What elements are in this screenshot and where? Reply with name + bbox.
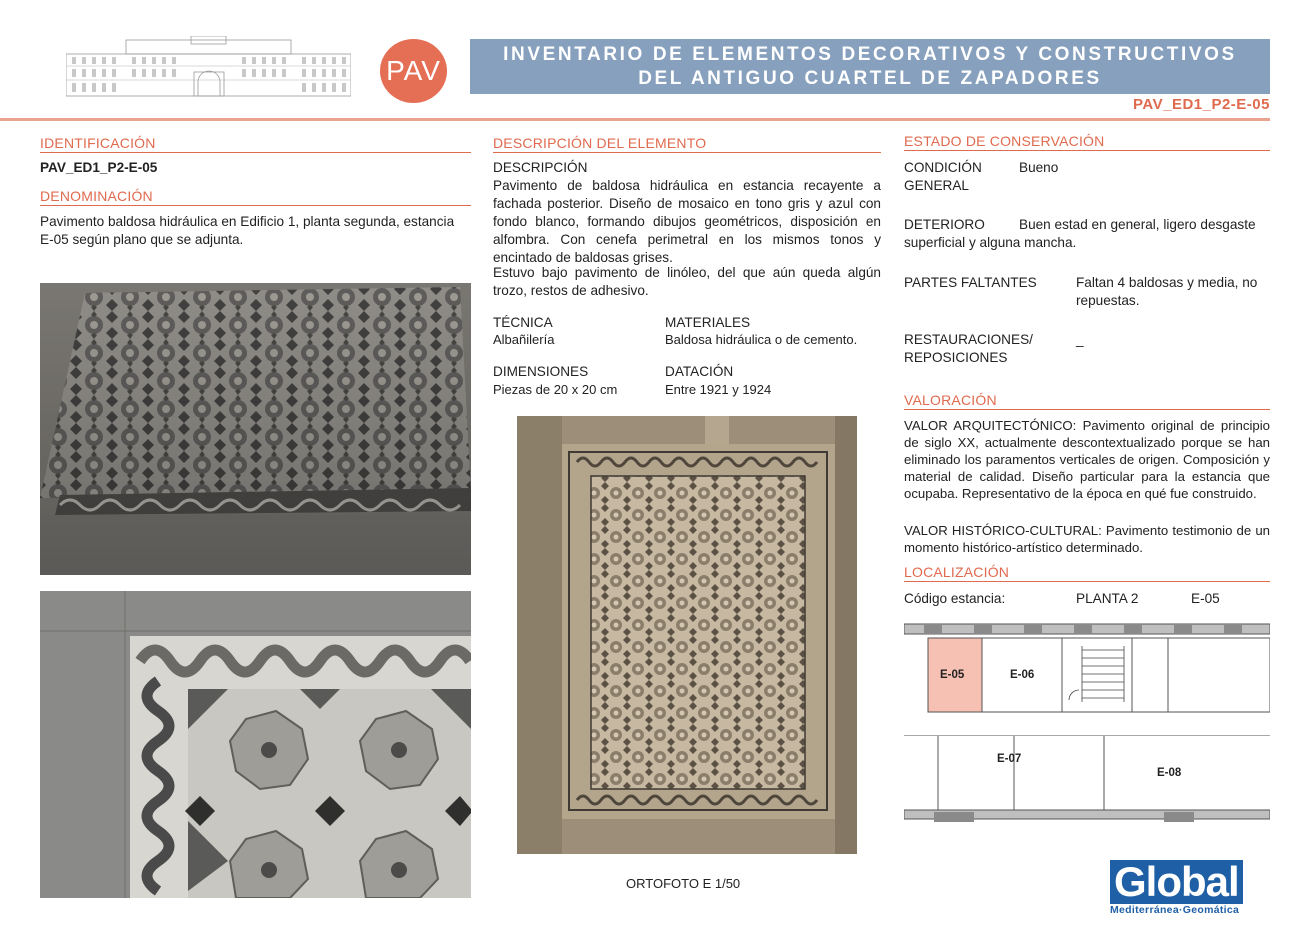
condicion-value: Bueno: [1019, 160, 1059, 175]
room-label-e06: E-06: [1010, 669, 1035, 681]
restauraciones-label: RESTAURACIONES/ REPOSICIONES: [904, 332, 1033, 365]
floor-photo-detail: [40, 591, 471, 898]
planta-value: PLANTA 2: [1076, 591, 1139, 606]
datacion-value: Entre 1921 y 1924: [665, 382, 772, 397]
partes-faltantes-label: PARTES FALTANTES: [904, 275, 1037, 290]
denominacion-text: Pavimento baldosa hidráulica en Edificio 1, planta segunda, estancia E-05 según plano que se adjunta.: [40, 214, 455, 247]
condicion-label: CONDICIÓN GENERAL: [904, 160, 982, 193]
tecnica-value: Albañilería: [493, 332, 555, 347]
materiales-value: Baldosa hidráulica o de cemento.: [665, 332, 858, 347]
ortofoto-caption: ORTOFOTO E 1/50: [626, 876, 741, 891]
estancia-value: E-05: [1191, 591, 1220, 606]
room-label-e05: E-05: [940, 669, 965, 681]
global-logo: [1110, 860, 1250, 916]
localizacion-heading: LOCALIZACIÓN: [904, 564, 1270, 582]
room-label-e08: E-08: [1157, 767, 1182, 779]
estado-heading: ESTADO DE CONSERVACIÓN: [904, 133, 1270, 151]
descripcion-text: Pavimento de baldosa hidráulica en estancia recayente a fachada posterior. Diseño de mosaico en tono gris y azul con fondo blanco, formando dibujos geométricos, disposición en alfombra. Con cenefa perimetral en los mismos tonos y encintado de baldosas grises.: [493, 178, 881, 265]
orthophoto: [517, 416, 857, 854]
partes-faltantes-value: Faltan 4 baldosas y media, no repuestas.: [1076, 275, 1258, 308]
room-label-e07: E-07: [997, 753, 1022, 765]
floor-photo-overview: [40, 283, 471, 575]
logo-main-text: Global: [1110, 860, 1243, 904]
dimensiones-label: DIMENSIONES: [493, 364, 589, 379]
logo-subtitle: Mediterránea·Geomática: [1110, 904, 1240, 916]
denominacion-heading: DENOMINACIÓN: [40, 188, 471, 206]
valor-historico: VALOR HISTÓRICO-CULTURAL: Pavimento testimonio de un momento histórico-artístico determinado.: [904, 523, 1270, 556]
restauraciones-value: _: [1076, 332, 1084, 347]
deterioro-value: Buen estad en general, ligero desgaste superficial y alguna mancha.: [904, 217, 1256, 250]
materiales-label: MATERIALES: [665, 315, 751, 330]
valoracion-heading: VALORACIÓN: [904, 392, 1270, 410]
descripcion-heading: DESCRIPCIÓN DEL ELEMENTO: [493, 135, 881, 153]
dimensiones-value: Piezas de 20 x 20 cm: [493, 382, 618, 397]
floor-plan: [904, 620, 1270, 832]
title-banner: [470, 39, 1270, 94]
document-code: PAV_ED1_P2-E-05: [1132, 96, 1270, 113]
pav-badge: PAV: [380, 39, 447, 103]
identificacion-heading: IDENTIFICACIÓN: [40, 135, 471, 153]
title-line-1: INVENTARIO DE ELEMENTOS DECORATIVOS Y CONSTRUCTIVOS: [503, 44, 1237, 65]
valor-arquitectonico: VALOR ARQUITECTÓNICO: Pavimento original de principio de siglo XX, actualmente descontextualizado porque se han eliminado los paramentos verticales de origen. Composición y material de calidad. Diseño particular para la estancia que ocupaba. Representativo de la época en qué fue construido.: [904, 418, 1270, 502]
building-illustration: [66, 36, 351, 98]
header-divider: [0, 118, 1270, 121]
descripcion-subheading: DESCRIPCIÓN: [493, 160, 588, 175]
codigo-estancia-label: Código estancia:: [904, 591, 1006, 606]
title-line-2: DEL ANTIGUO CUARTEL DE ZAPADORES: [638, 68, 1102, 89]
tecnica-label: TÉCNICA: [493, 315, 553, 330]
descripcion-text-2: Estuvo bajo pavimento de linóleo, del que aún queda algún trozo, restos de adhesivo.: [493, 265, 881, 298]
deterioro-label: DETERIORO: [904, 217, 985, 232]
datacion-label: DATACIÓN: [665, 364, 734, 379]
identificacion-value: PAV_ED1_P2-E-05: [40, 160, 158, 175]
